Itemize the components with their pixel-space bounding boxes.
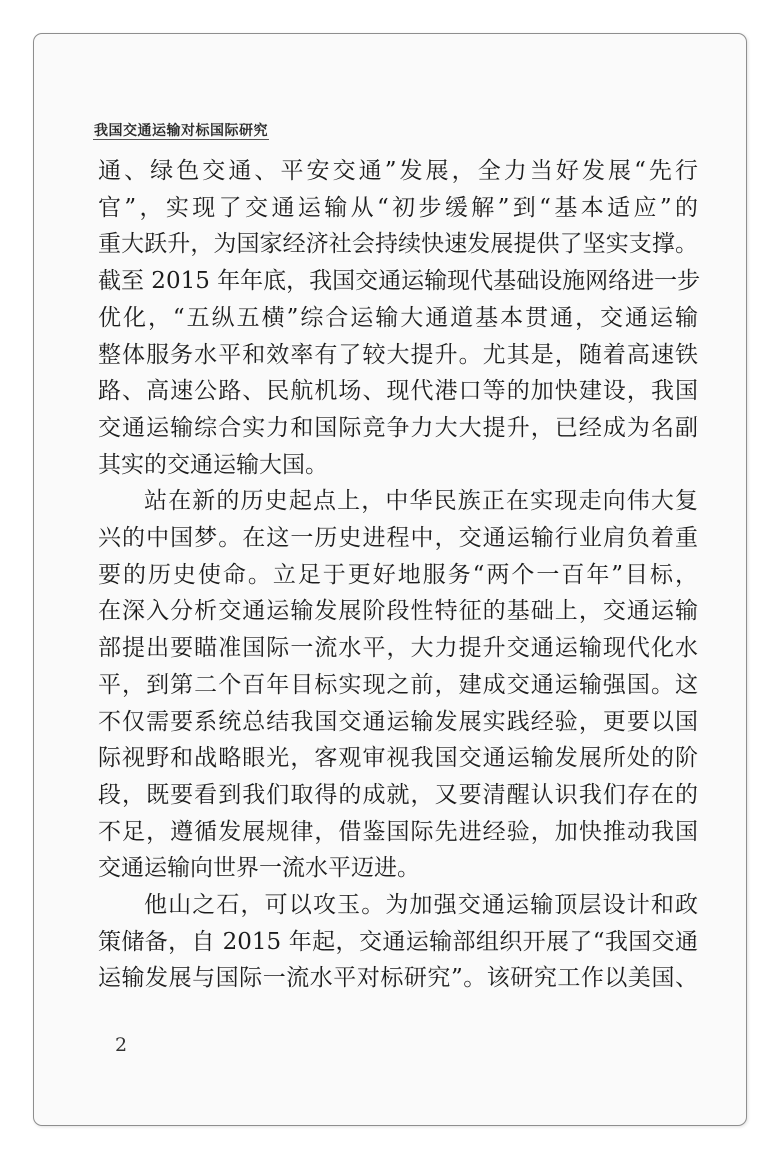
text-line: 他山之石，可以攻玉。为加强交通运输顶层设计和政 bbox=[144, 892, 698, 919]
text-line: 际视野和战略眼光，客观审视我国交通运输发展所处的阶 bbox=[98, 745, 698, 772]
text-line: 优化，“五纵五横”综合运输大通道基本贯通，交通运输 bbox=[98, 304, 698, 331]
text-line: 交通运输向世界一流水平迈进。 bbox=[98, 855, 420, 882]
body-text bbox=[98, 153, 701, 997]
text-line: 段，既要看到我们取得的成就，又要清醒认识我们存在的 bbox=[98, 781, 698, 808]
text-line: 其实的交通运输大国。 bbox=[98, 451, 328, 478]
text-line: 运输发展与国际一流水平对标研究”。该研究工作以美国、 bbox=[98, 965, 698, 992]
text-line: 重大跃升，为国家经济社会持续快速发展提供了坚实支撑。 bbox=[98, 231, 698, 258]
text-line: 在深入分析交通运输发展阶段性特征的基础上，交通运输 bbox=[98, 598, 698, 625]
header-rule bbox=[93, 139, 269, 140]
text-line: 通、绿色交通、平安交通”发展，全力当好发展“先行 bbox=[98, 158, 698, 184]
text-line: 策储备，自 2015 年起，交通运输部组织开展了“我国交通 bbox=[98, 928, 698, 955]
text-line: 要的历史使命。立足于更好地服务“两个一百年”目标， bbox=[98, 561, 698, 588]
text-line: 整体服务水平和效率有了较大提升。尤其是，随着高速铁 bbox=[98, 341, 698, 368]
text-line: 交通运输综合实力和国际竞争力大大提升，已经成为名副 bbox=[98, 414, 698, 441]
text-line: 路、高速公路、民航机场、现代港口等的加快建设，我国 bbox=[98, 378, 698, 405]
running-header: 我国交通运输对标国际研究 bbox=[94, 123, 268, 139]
page-number: 2 bbox=[115, 1034, 128, 1056]
text-line: 兴的中国梦。在这一历史进程中，交通运输行业肩负着重 bbox=[98, 525, 698, 552]
text-line: 不足，遵循发展规律，借鉴国际先进经验，加快推动我国 bbox=[98, 818, 698, 845]
text-line: 截至 2015 年年底，我国交通运输现代基础设施网络进一步 bbox=[98, 268, 701, 295]
text-line: 站在新的历史起点上，中华民族正在实现走向伟大复 bbox=[144, 488, 698, 515]
text-line: 部提出要瞄准国际一流水平，大力提升交通运输现代化水 bbox=[98, 635, 698, 662]
text-line: 官”，实现了交通运输从“初步缓解”到“基本适应”的 bbox=[98, 194, 698, 221]
text-line: 不仅需要系统总结我国交通运输发展实践经验，更要以国 bbox=[98, 708, 698, 735]
text-line: 平，到第二个百年目标实现之前，建成交通运输强国。这 bbox=[98, 671, 698, 698]
